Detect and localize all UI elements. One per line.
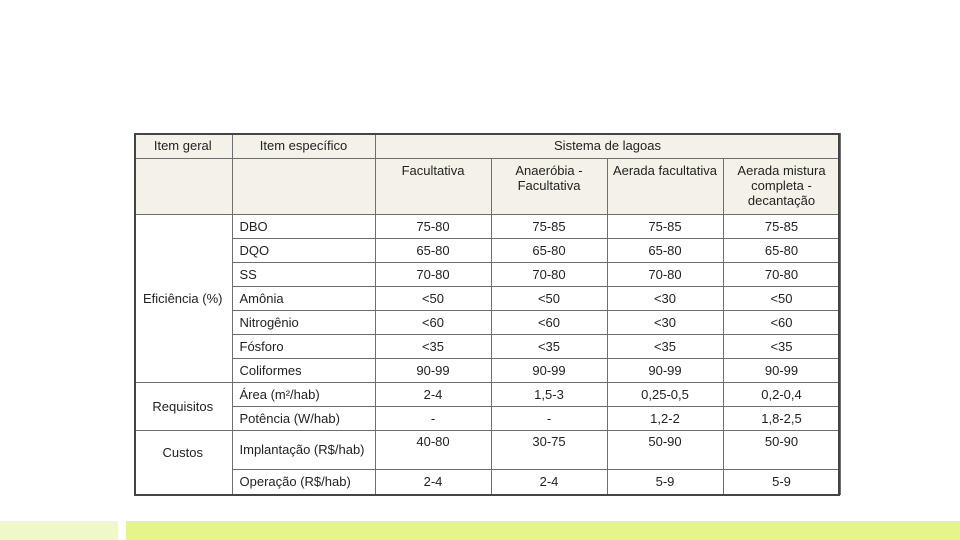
table-cell: <35	[375, 334, 491, 358]
footer-accent-bar-left	[0, 521, 118, 540]
header-sistema-de-lagoas: Sistema de lagoas	[375, 133, 840, 158]
row-item-dqo: DQO	[232, 238, 375, 262]
table-cell: 50-90	[607, 430, 723, 469]
header-empty-geral	[134, 158, 232, 214]
table-cell: 90-99	[375, 358, 491, 382]
table-cell: 70-80	[723, 262, 840, 286]
row-item-potencia: Potência (W/hab)	[232, 406, 375, 430]
table-cell: <35	[491, 334, 607, 358]
header-item-especifico: Item específico	[232, 133, 375, 158]
table-cell: 75-85	[607, 214, 723, 238]
table-cell: <50	[491, 286, 607, 310]
row-item-area: Área (m²/hab)	[232, 382, 375, 406]
table-cell: 1,2-2	[607, 406, 723, 430]
row-item-nitrogenio: Nitrogênio	[232, 310, 375, 334]
table-cell: 0,2-0,4	[723, 382, 840, 406]
table-cell: <60	[491, 310, 607, 334]
table-cell: <30	[607, 310, 723, 334]
table-cell: 75-80	[375, 214, 491, 238]
system-header-aerada-facultativa: Aerada facultativa	[607, 158, 723, 214]
table-cell: <30	[607, 286, 723, 310]
group-eficiencia: Eficiência (%)	[134, 214, 232, 382]
table-cell: 90-99	[723, 358, 840, 382]
system-header-anaerobia-facultativa: Anaeróbia - Facultativa	[491, 158, 607, 214]
row-item-operacao: Operação (R$/hab)	[232, 469, 375, 494]
table-cell: 90-99	[491, 358, 607, 382]
table-cell: <35	[607, 334, 723, 358]
table-cell: <50	[723, 286, 840, 310]
system-header-facultativa: Facultativa	[375, 158, 491, 214]
table-cell: <35	[723, 334, 840, 358]
table-cell: 75-85	[723, 214, 840, 238]
system-header-aerada-mistura: Aerada mistura completa - decantação	[723, 158, 840, 214]
row-item-dbo: DBO	[232, 214, 375, 238]
table-cell: <60	[375, 310, 491, 334]
table-cell: 1,5-3	[491, 382, 607, 406]
table-cell: 70-80	[375, 262, 491, 286]
row-item-coliformes: Coliformes	[232, 358, 375, 382]
table-cell: 65-80	[491, 238, 607, 262]
table-cell: 90-99	[607, 358, 723, 382]
group-requisitos: Requisitos	[134, 382, 232, 430]
table-cell: 40-80	[375, 430, 491, 469]
table-cell: 2-4	[491, 469, 607, 494]
table-cell: 50-90	[723, 430, 840, 469]
table-cell: 1,8-2,5	[723, 406, 840, 430]
table-cell: 65-80	[375, 238, 491, 262]
table-cell: 65-80	[607, 238, 723, 262]
row-item-implantacao: Implantação (R$/hab)	[232, 430, 375, 469]
table-cell: 5-9	[723, 469, 840, 494]
table-cell: -	[491, 406, 607, 430]
row-item-fosforo: Fósforo	[232, 334, 375, 358]
table-cell: 70-80	[607, 262, 723, 286]
header-item-geral: Item geral	[134, 133, 232, 158]
table-cell: <50	[375, 286, 491, 310]
table-cell: 2-4	[375, 469, 491, 494]
table-cell: <60	[723, 310, 840, 334]
lagoon-systems-table	[134, 133, 841, 495]
group-custos: Custos	[134, 430, 232, 494]
footer-accent-bar-right	[126, 521, 960, 540]
table-cell: -	[375, 406, 491, 430]
row-item-amonia: Amônia	[232, 286, 375, 310]
table-cell: 30-75	[491, 430, 607, 469]
table-cell: 0,25-0,5	[607, 382, 723, 406]
table-cell: 70-80	[491, 262, 607, 286]
table-cell: 65-80	[723, 238, 840, 262]
table-cell: 2-4	[375, 382, 491, 406]
row-item-ss: SS	[232, 262, 375, 286]
header-empty-especifico	[232, 158, 375, 214]
table-cell: 75-85	[491, 214, 607, 238]
table-cell: 5-9	[607, 469, 723, 494]
